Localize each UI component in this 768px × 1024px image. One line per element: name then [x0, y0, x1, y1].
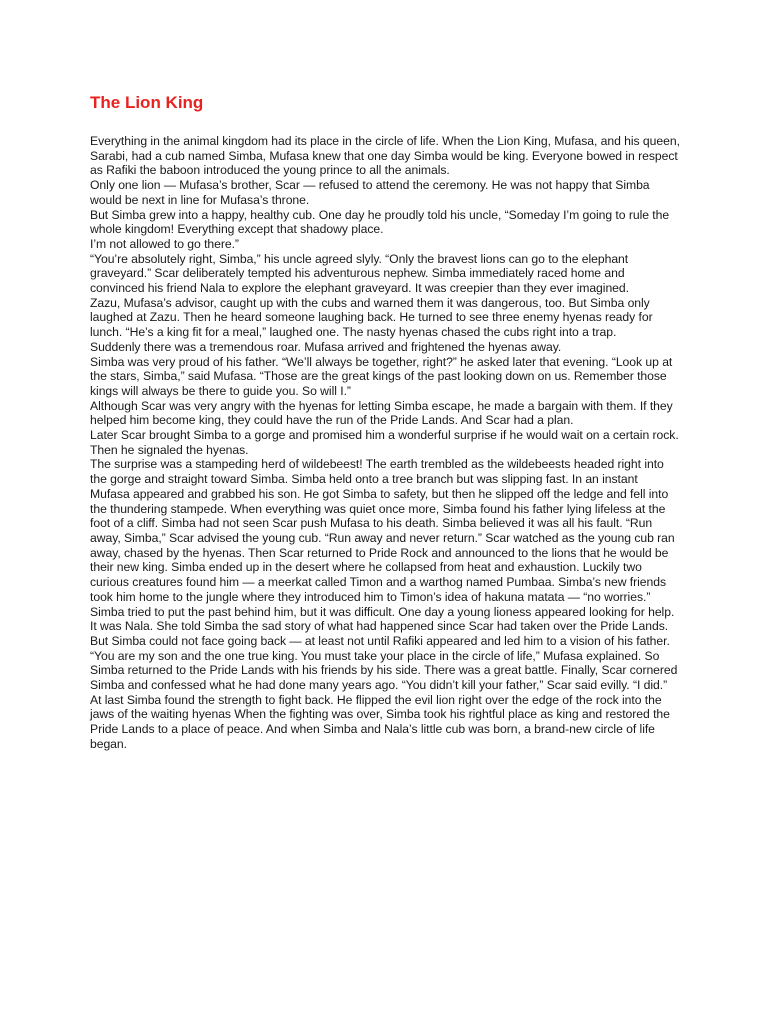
paragraph: Simba was very proud of his father. “We’ll always be together, right?” he asked later that evening. “Look up at the stars, Simba,” said Mufasa. “Those are the great kings of the past looking down on us. Remember those kings will always be there to guide you. So will I.”	[90, 354, 673, 398]
paragraph: I’m not allowed to go there.”	[90, 236, 239, 251]
document-title: The Lion King	[90, 93, 204, 112]
paragraph: Although Scar was very angry with the hyenas for letting Simba escape, he made a bargain with them. If they helped him become king, they could have the run of the Pride Lands. And Scar had a plan.	[90, 398, 673, 428]
paragraph: The surprise was a stampeding herd of wildebeest! The earth trembled as the wildebeests headed right into the gorge and straight toward Simba. Simba held onto a tree branch but was slipping fast. In an instant Mufasa appeared and grabbed his son. He got Simba to safety, but then he slipped off the ledge and fell into the thundering stampede. When everything was quiet once more, Simba found his father lying lifeless at the foot of a cliff. Simba had not seen Scar push Mufasa to his death. Simba believed it was all his fault. “Run away, Simba,” Scar advised the young cub. “Run away and never return.” Scar watched as the young cub ran away, chased by the hyenas. Then Scar returned to Pride Rock and announced to the lions that he would be their new king. Simba ended up in the desert where he collapsed from heat and exhaustion. Luckily two curious creatures found him — a meerkat called Timon and a warthog named Pumbaa. Simba’s new friends took him home to the jungle where they introduced him to Timon’s idea of hakuna matata — “no worries.”	[90, 457, 675, 604]
paragraph: Only one lion — Mufasa’s brother, Scar — refused to attend the ceremony. He was not happy that Simba would be next in line for Mufasa’s throne.	[90, 178, 650, 207]
paragraph: But Simba grew into a happy, healthy cub. One day he proudly told his uncle, “Someday I’m going to rule the whole kingdom! Everything except that shadowy place.	[90, 207, 670, 237]
document-body	[90, 134, 680, 752]
paragraph: Suddenly there was a tremendous roar. Mufasa arrived and frightened the hyenas away.	[90, 339, 562, 354]
paragraph: Later Scar brought Simba to a gorge and promised him a wonderful surprise if he would wait on a certain rock. Then he signaled the hyenas.	[90, 428, 679, 457]
document-page	[90, 92, 680, 752]
paragraph: But Simba could not face going back — at least not until Rafiki appeared and led him to a vision of his father. “You are my son and the one true king. You must take your place in the circle of life,” Mufasa explained. So Simba returned to the Pride Lands with his friends by his side. There was a great battle. Finally, Scar cornered Simba and confessed what he had done many years ago. “You didn’t kill your father,” Scar said evilly. “I did.” At last Simba found the strength to fight back. He flipped the evil lion right over the edge of the rock into the jaws of the waiting hyenas When the fighting was over, Simba took his rightful place as king and restored the Pride Lands to a place of peace. And when Simba and Nala’s little cub was born, a brand-new circle of life began.	[90, 633, 678, 751]
paragraph: Simba tried to put the past behind him, but it was difficult. One day a young lioness appeared looking for help. It was Nala. She told Simba the sad story of what had happened since Scar had taken over the Pride Lands.	[90, 604, 675, 634]
paragraph: “You’re absolutely right, Simba,” his uncle agreed slyly. “Only the bravest lions can go to the elephant graveyard.” Scar deliberately tempted his adventurous nephew. Simba immediately raced home and convinced his friend Nala to explore the elephant graveyard. It was creepier than they ever imagined.	[90, 251, 629, 296]
paragraph: Everything in the animal kingdom had its place in the circle of life. When the Lion King, Mufasa, and his queen, Sarabi, had a cub named Simba, Mufasa knew that one day Simba would be king. Everyone bowed in respect as Rafiki the baboon introduced the young prince to all the animals.	[90, 134, 680, 178]
paragraph: Zazu, Mufasa’s advisor, caught up with the cubs and warned them it was dangerous, too. But Simba only laughed at Zazu. Then he heard someone laughing back. He turned to see three enemy hyenas ready for lunch. “He’s a king fit for a meal,” laughed one. The nasty hyenas chased the cubs right into a trap.	[90, 295, 653, 340]
